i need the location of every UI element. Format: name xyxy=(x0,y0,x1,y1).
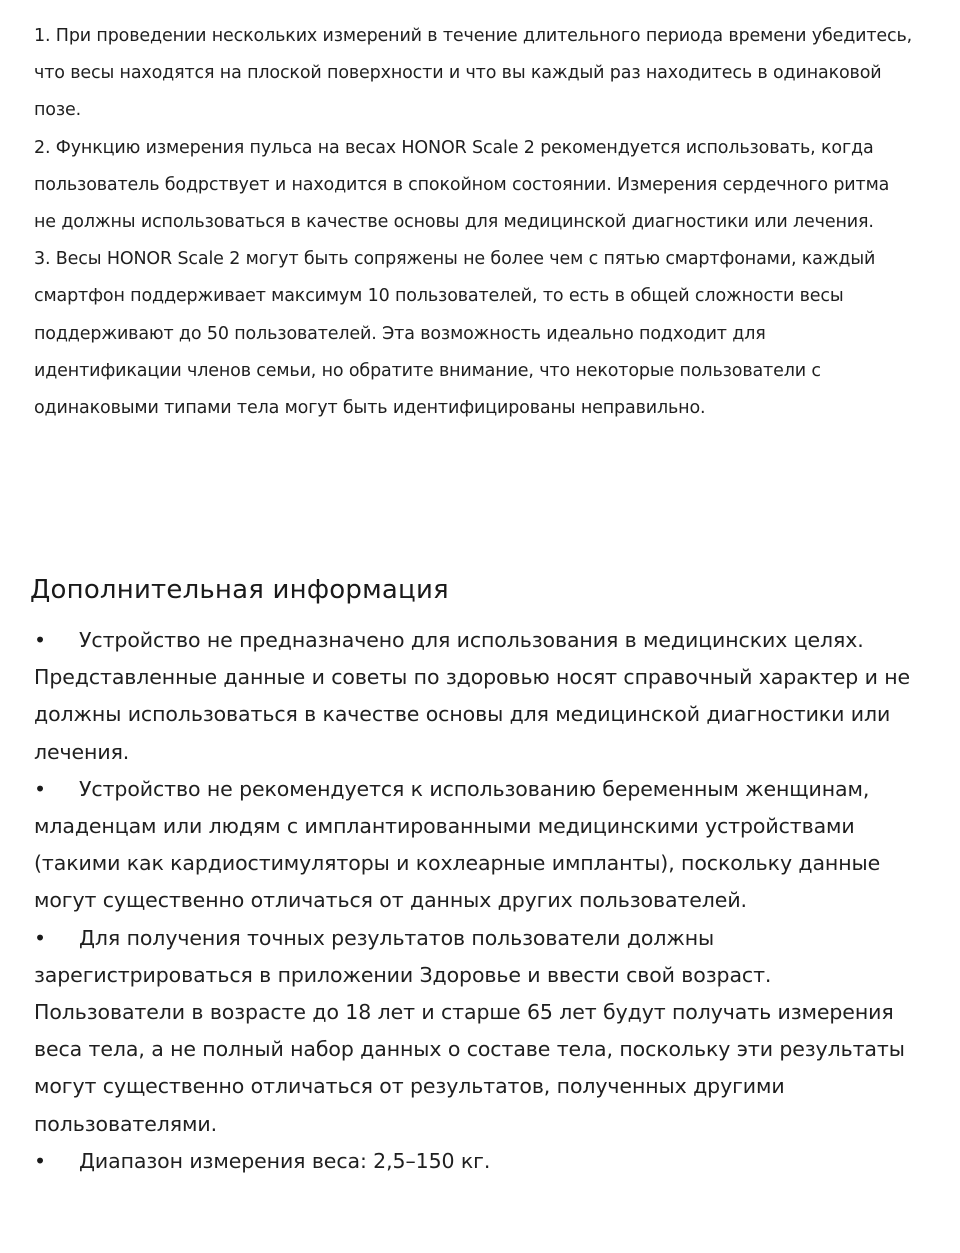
bullet-icon: • xyxy=(34,776,46,801)
bullet-icon: • xyxy=(34,628,46,652)
list-item xyxy=(34,771,914,920)
section-title: Дополнительная информация xyxy=(30,575,449,605)
list-item-text: Для получения точных результатов пользователи должны зарегистрироваться в приложении Здоровье и ввести свой возраст. Пользователи в возрасте до 18 лет и старше 65 лет будут получать измерения веса тела, а не полный набор данных о составе тела, поскольку эти результаты могут существенно отличаться от результатов, полученных другими пользователями. xyxy=(34,925,905,1136)
list-item xyxy=(34,920,914,1143)
list-item-text: Диапазон измерения веса: 2,5–150 кг. xyxy=(79,1148,491,1173)
note-2: 2. Функцию измерения пульса на весах HONOR Scale 2 рекомендуется использовать, когда пользователь бодрствует и находится в спокойном состоянии. Измерения сердечного ритма не должны использоваться в качестве основы для медицинской диагностики или лечения. xyxy=(34,137,890,233)
note-1: 1. При проведении нескольких измерений в течение длительного периода времени убедитесь, что весы находятся на плоской поверхности и что вы каждый раз находитесь в одинаковой позе. xyxy=(34,26,913,121)
bullet-icon: • xyxy=(34,925,46,950)
bullet-icon: • xyxy=(34,1148,46,1173)
list-item xyxy=(34,1143,914,1180)
list-item-text: Устройство не предназначено для использования в медицинских целях. Представленные данные и советы по здоровью носят справочный характер и не должны использоваться в качестве основы для медицинской диагностики или лечения. xyxy=(34,628,911,764)
note-3: 3. Весы HONOR Scale 2 могут быть сопряжены не более чем с пятью смартфонами, каждый смартфон поддерживает максимум 10 пользователей, то есть в общей сложности весы поддерживают до 50 пользователей. Эта возможность идеально подходит для идентификации членов семьи, но обратите внимание, что некоторые пользователи с одинаковыми типами тела могут быть идентифицированы неправильно. xyxy=(34,249,876,419)
additional-info-list xyxy=(34,622,914,1180)
usage-notes xyxy=(34,18,914,427)
list-item-text: Устройство не рекомендуется к использованию беременным женщинам, младенцам или людям с имплантированными медицинскими устройствами (такими как кардиостимуляторы и кохлеарные импланты), поскольку данные могут существенно отличаться от данных других пользователей. xyxy=(34,776,881,913)
list-item xyxy=(34,622,914,771)
